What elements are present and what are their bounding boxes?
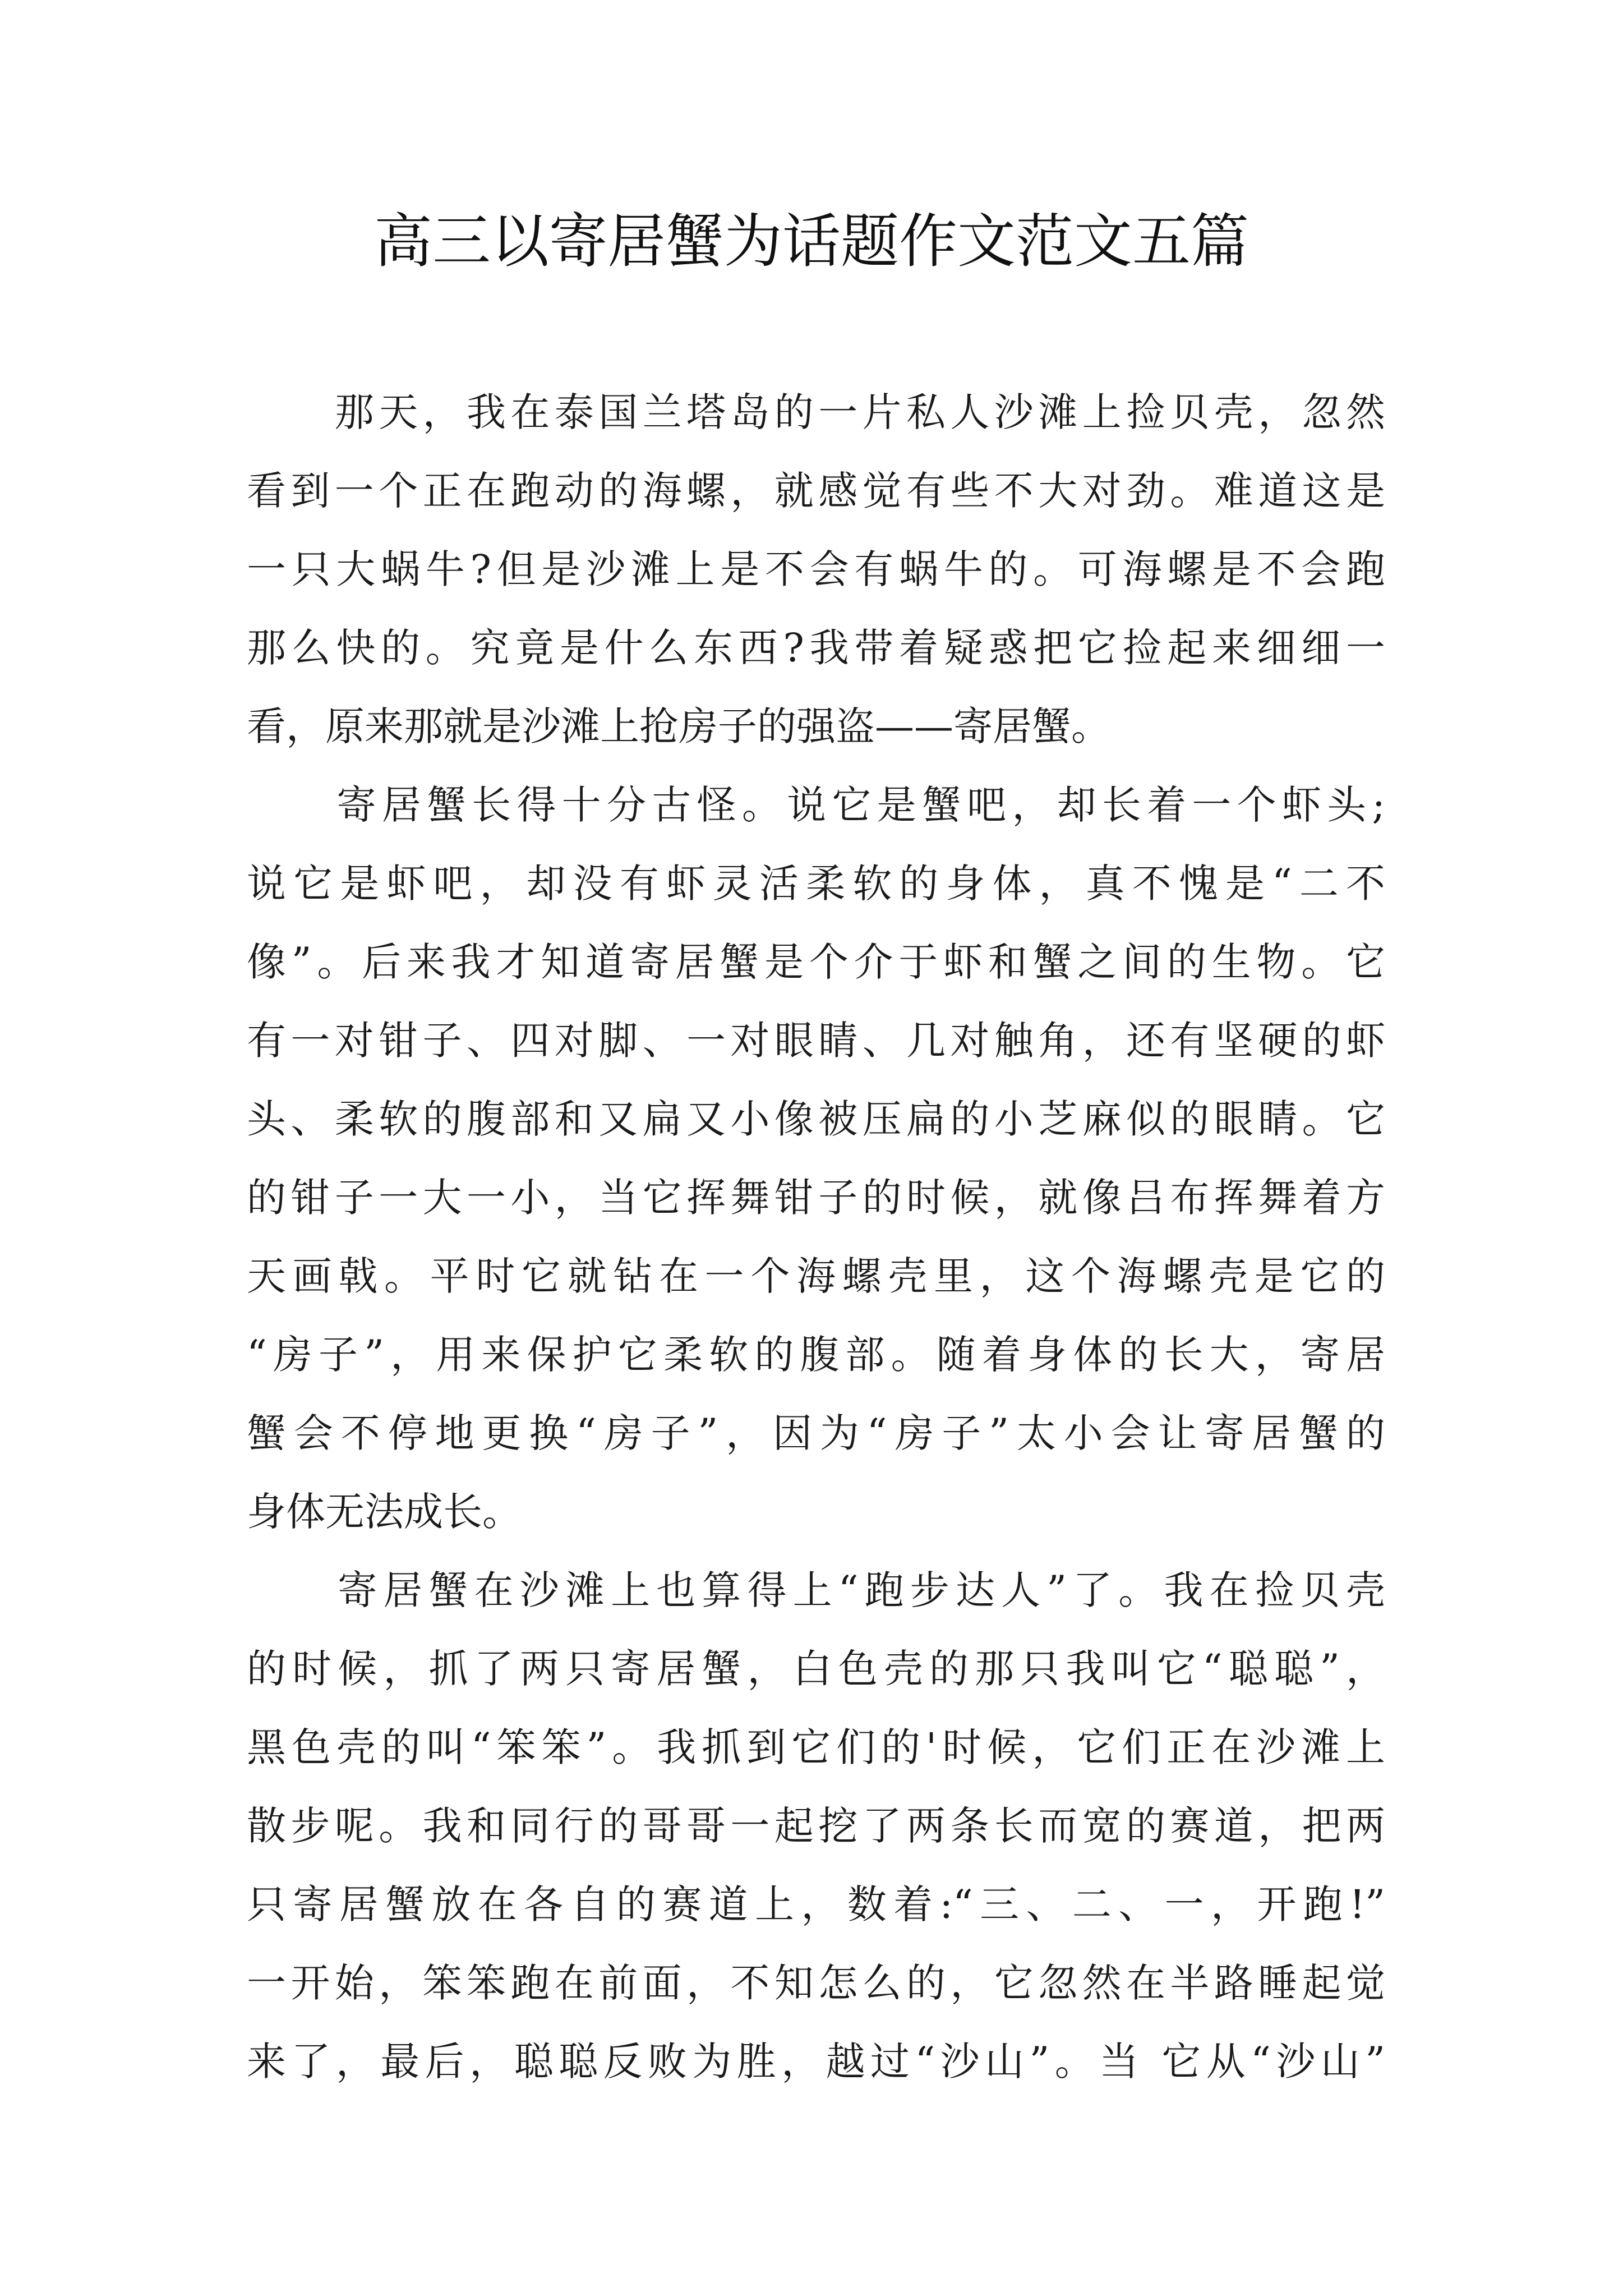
text-line: 有一对钳子、四对脚、一对眼睛、几对触角，还有坚硬的虾 <box>247 1018 1385 1064</box>
document-body <box>247 373 1385 2101</box>
text-line: 身体无法成长。 <box>247 1489 522 1535</box>
text-line: 的钳子一大一小，当它挥舞钳子的时候，就像吕布挥舞着方 <box>247 1175 1385 1221</box>
paragraph-3 <box>247 1551 1385 2101</box>
paragraph-2 <box>247 766 1385 1551</box>
document-title: 高三以寄居蟹为话题作文范文五篇 <box>374 207 1249 275</box>
text-line: 看到一个正在跑动的海螺，就感觉有些不大对劲。难道这是 <box>247 468 1385 514</box>
text-line: 像”。后来我才知道寄居蟹是个介于虾和蟹之间的生物。它 <box>247 939 1385 985</box>
text-line: 的时候，抓了两只寄居蟹，白色壳的那只我叫它“聪聪”， <box>247 1646 1385 1692</box>
paragraph-1 <box>247 373 1385 766</box>
text-line: 一开始，笨笨跑在前面，不知怎么的，它忽然在半路睡起觉 <box>247 1960 1385 2006</box>
text-line: 来了，最后，聪聪反败为胜，越过“沙山”。当 它从“沙山” <box>247 2039 1385 2085</box>
text-line: 黑色壳的叫“笨笨”。我抓到它们的'时候，它们正在沙滩上 <box>247 1724 1385 1770</box>
text-line: 寄居蟹长得十分古怪。说它是蟹吧，却长着一个虾头; <box>247 782 1385 828</box>
text-line: 头、柔软的腹部和又扁又小像被压扁的小芝麻似的眼睛。它 <box>247 1096 1385 1142</box>
text-line: 一只大蜗牛?但是沙滩上是不会有蜗牛的。可海螺是不会跑 <box>247 546 1385 592</box>
text-line: 散步呢。我和同行的哥哥一起挖了两条长而宽的赛道，把两 <box>247 1803 1385 1849</box>
text-line: 那么快的。究竟是什么东西?我带着疑惑把它捡起来细细一 <box>247 625 1385 671</box>
text-line: 说它是虾吧，却没有虾灵活柔软的身体，真不愧是“二不 <box>247 861 1385 907</box>
text-line: 那天，我在泰国兰塔岛的一片私人沙滩上捡贝壳，忽然 <box>247 389 1385 435</box>
text-line: 看，原来那就是沙滩上抢房子的强盗——寄居蟹。 <box>247 703 1110 749</box>
text-line: 天画戟。平时它就钻在一个海螺壳里，这个海螺壳是它的 <box>247 1253 1385 1299</box>
text-line: “房子”，用来保护它柔软的腹部。随着身体的长大，寄居 <box>247 1332 1385 1378</box>
text-line: 寄居蟹在沙滩上也算得上“跑步达人”了。我在捡贝壳 <box>247 1567 1385 1613</box>
text-line: 蟹会不停地更换“房子”，因为“房子”太小会让寄居蟹的 <box>247 1410 1385 1456</box>
text-line: 只寄居蟹放在各自的赛道上，数着:“三、二、一，开跑!” <box>247 1881 1385 1927</box>
